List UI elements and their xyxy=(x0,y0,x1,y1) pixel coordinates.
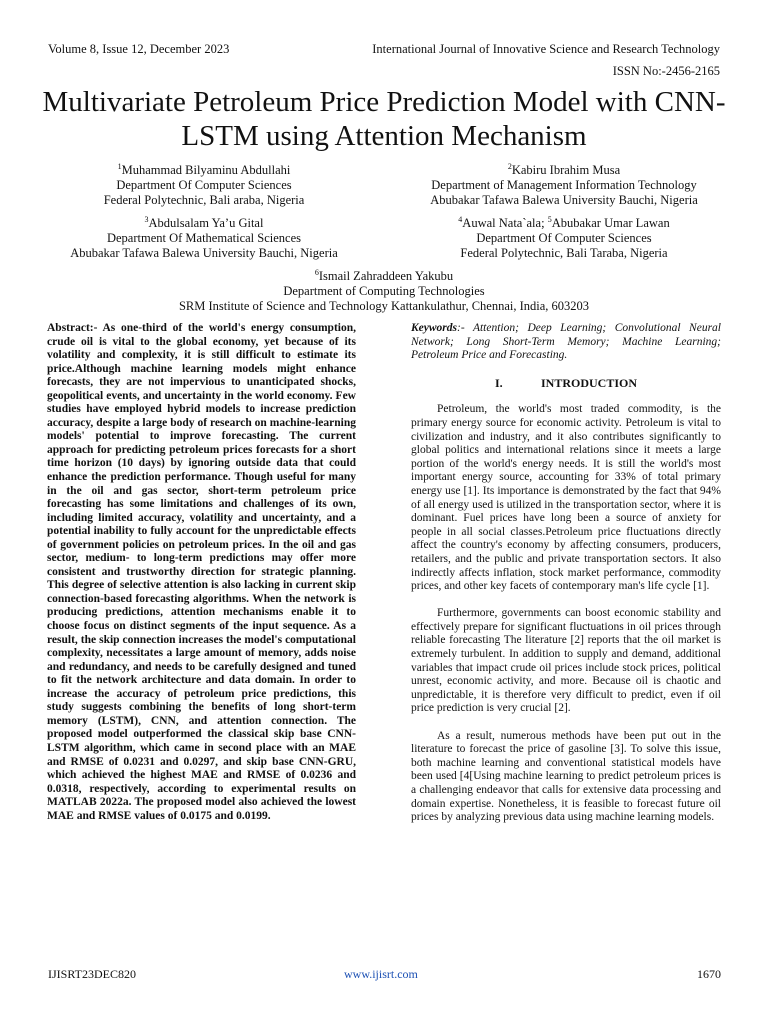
author-affiliation-marker: 5 xyxy=(547,214,552,224)
keywords-label: Keywords xyxy=(411,322,457,334)
section-title: INTRODUCTION xyxy=(540,375,637,390)
author-affiliation-marker: 2 xyxy=(507,161,512,171)
author-name: Ismail Zahraddeen Yakubu xyxy=(318,269,454,283)
author-institution: Abubakar Tafawa Balewa University Bauchi, Nigeria xyxy=(430,193,698,207)
author-institution: SRM Institute of Science and Technology Kattankulathur, Chennai, India, 603203 xyxy=(178,299,590,313)
author-name: Abdulsalam Ya’u Gital xyxy=(148,216,264,230)
keywords-text: :- Attention; Deep Learning; Convolutional Neural Network; Long Short-Term Memory; Machine Learning; Petroleum Price and Forecasting. xyxy=(411,322,721,362)
author-name: Kabiru Ibrahim Musa xyxy=(511,163,621,177)
intro-paragraph: As a result, numerous methods have been put out in the literature to forecast the price of gasoline [3]. To solve this issue, both machine learning and conventional statistical models have been used [4[Using machine learning to predict petroleum prices is a challenging endeavor that calls for extensive data processing and domain expertise. Nonetheless, it is feasible to forecast future oil prices by analyzing previous data using machine learning models. xyxy=(411,729,721,824)
author-department: Department of Management Information Technology xyxy=(431,178,697,192)
intro-paragraph: Petroleum, the world's most traded commodity, is the primary energy source for economic activity. Petroleum is vital to civilization and industry, and it also contributes significantly to global politics and international relations since it meets a large portion of the world's energy needs. It is still the world's most important energy source, accounting for 33% of total primary energy use [1]. Its importance is demonstrated by the fact that 94% of all energy used is utilized in the transportation sector, where it is dominant. Fuel prices have long been a source of anxiety for people in all social classes.Petroleum price fluctuations directly affect the country's economy by affecting consumers, producers, retailers, and the public and private transportation sectors. It also indirectly affects inflation, stock market performance, commodity prices, and other key facets of contemporary man's life cycle [1]. xyxy=(411,403,721,593)
issn: ISSN No:-2456-2165 xyxy=(612,64,720,78)
author-name: Muhammad Bilyaminu Abdullahi xyxy=(121,163,291,177)
author-affiliation-marker: 4 xyxy=(458,214,463,224)
author-affiliation-marker: 6 xyxy=(314,267,319,277)
abstract-text: As one-third of the world's energy consumption, crude oil is vital to the global economy, yet because of its volatility and complexity, it is still difficult to estimate its price.Although machine learning models might enhance forecasts, they are not impervious to unanticipated shocks, geopolitical events, and uncertainty in the world economy. Few studies have employed hybrid models to increase prediction accuracy, despite a large body of research on machine-learning models' potential to improve forecasting. The current approach for predicting petroleum prices forecasts for a short time horizon (10 days) by ignoring outside data that could enhance the prediction performance. Though useful for many in the oil and gas sector, short-term petroleum price forecasting has some limitations and challenges of its own, including limited accuracy, volatility and uncertainty, and a potential inability to fully account for the unpredictable effects of government policies on petroleum prices. In the oil and gas sector, medium- to long-term predictions may offer more consistent and trustworthy direction for strategic planning. This degree of selective attention is also lacking in current skip connection-based forecasting algorithms. When the network is producing predictions, attention mechanisms enable it to choose focus on distinct segments of the input sequence. As a result, the skip connection increases the model's computational complexity, necessitates a large amount of memory, adds noise and redundancy, and needs to be carefully designed and tuned to fit the network architecture and data domain. In order to increase the accuracy of petroleum price predictions, this study suggests combining the benefits of long short-term memory (LSTM), CNN, and attention connection. The proposed model outperformed the classical skip base CNN-LSTM algorithm, which came in second place with an MAE and RMSE of 0.0231 and 0.0297, and skip base CNN-GRU, which achieved the highest MAE and RMSE of 0.0236 and 0.0318, respectively, according to experimental results on MATLAB 2022a. The proposed model also achieved the lowest MAE and RMSE values of 0.0175 and 0.0199. xyxy=(47,322,356,822)
author-block-4 xyxy=(388,216,740,261)
abstract xyxy=(47,322,356,823)
author-block-3 xyxy=(40,216,368,261)
author-department: Department Of Computer Sciences xyxy=(116,178,292,192)
keywords xyxy=(411,322,721,363)
intro-paragraph: Furthermore, governments can boost economic stability and effectively prepare for significant fluctuations in oil prices through reliable forecasting The literature [2] reports that the oil market is extremely turbulent. In addition to supply and demand, additional variables that impact crude oil prices include stock prices, political unrest, economic activity, and more. Because oil is chaotic and unpredictable, it is therefore very difficult to predict, even if oil price prediction is very crucial [2]. xyxy=(411,607,721,715)
author-department: Department of Computing Technologies xyxy=(283,284,485,298)
section-number: I. xyxy=(494,375,503,390)
paper-id: IJISRT23DEC820 xyxy=(48,967,136,981)
journal-name: International Journal of Innovative Science and Research Technology xyxy=(372,42,720,56)
author-name: Auwal Nata`ala; xyxy=(462,216,548,230)
page-number: 1670 xyxy=(697,967,721,981)
author-department: Department Of Mathematical Sciences xyxy=(106,231,302,245)
paper-title: Multivariate Petroleum Price Prediction Model with CNN-LSTM using Attention Mechanism xyxy=(42,86,726,152)
author-block-2 xyxy=(388,163,740,208)
author-institution: Abubakar Tafawa Balewa University Bauchi, Nigeria xyxy=(70,246,338,260)
journal-url-link[interactable]: www.ijisrt.com xyxy=(344,967,418,981)
author-institution: Federal Polytechnic, Bali araba, Nigeria xyxy=(103,193,305,207)
volume-issue: Volume 8, Issue 12, December 2023 xyxy=(48,42,230,56)
right-column xyxy=(411,322,721,838)
author-affiliation-marker: 3 xyxy=(144,214,149,224)
author-name: Abubakar Umar Lawan xyxy=(551,216,670,230)
author-affiliation-marker: 1 xyxy=(117,161,122,171)
author-block-6 xyxy=(84,269,684,314)
author-department: Department Of Computer Sciences xyxy=(476,231,652,245)
abstract-label: Abstract:- xyxy=(47,322,98,334)
section-heading-introduction xyxy=(411,377,721,391)
author-block-1 xyxy=(40,163,368,208)
author-institution: Federal Polytechnic, Bali Taraba, Nigeria xyxy=(460,246,668,260)
